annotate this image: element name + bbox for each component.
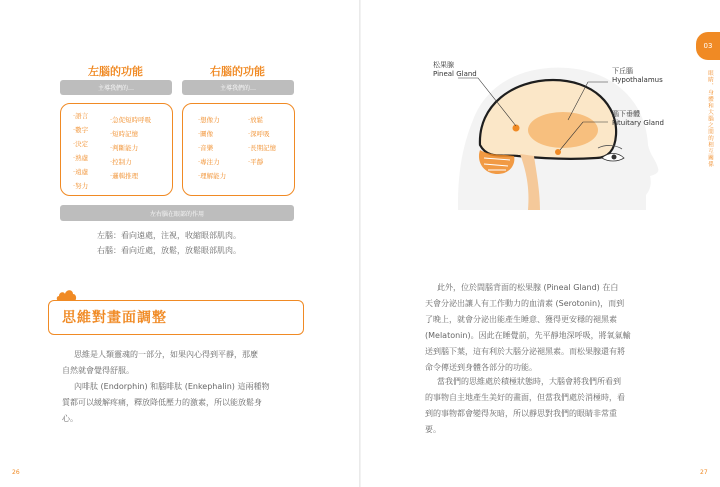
list-item: ‧決定 <box>73 140 89 148</box>
right-paragraph-1 <box>425 280 631 376</box>
right-p1-line-4: (Melatonin)。因此在睡覺前，先平靜地深呼吸，將氧氣輸 <box>425 331 631 340</box>
page-gutter <box>359 0 361 487</box>
eye-line-left: 左腦：看向遠處，注視，收縮眼部肌肉。 <box>97 231 241 240</box>
right-p1-line-5: 送到腦下葉，這有利於大腦分泌褪黑素。而松果腺還有將 <box>425 347 625 356</box>
eye-pupil <box>612 155 617 160</box>
page-number-right: 27 <box>700 469 708 476</box>
section-title: 思維對畫面調整 <box>62 310 167 326</box>
left-p2-line-1: 內啡肽 (Endorphin) 和腦啡肽 (Enkephalin) 這兩種物 <box>74 382 270 391</box>
right-p1-line-6: 命令傳送到身體各部分的功能。 <box>425 363 537 372</box>
pituitary-label <box>612 109 664 127</box>
hypothalamus-label <box>612 66 663 84</box>
right-brain-bar <box>182 80 294 95</box>
list-item: ‧努力 <box>73 182 89 190</box>
list-item: ‧控制力 <box>110 158 132 166</box>
eyes-function-bar-text: 左右腦在眼部的作用 <box>149 210 204 218</box>
left-p2-line-2: 質都可以緩解疼痛，釋放降低壓力的激素，所以能放鬆身 <box>62 398 262 407</box>
pineal-label-zh: 松果腺 <box>433 61 454 69</box>
pineal-label-en: Pineal Gland <box>433 70 477 78</box>
chapter-tab <box>696 32 720 60</box>
list-item: ‧熟慮 <box>73 154 89 162</box>
left-brain-bar-text: 主導我們的… <box>97 85 134 92</box>
left-p1-line-1: 思維是人類靈魂的一部分，如果內心得到平靜，那麼 <box>74 350 258 359</box>
list-item: ‧短時記憶 <box>110 130 139 138</box>
page-number-left: 26 <box>12 469 20 476</box>
left-paragraph-2 <box>62 379 269 427</box>
list-item: ‧理解能力 <box>198 172 227 180</box>
right-brain-title: 右腦的功能 <box>210 65 265 78</box>
list-item: ‧圖像 <box>198 130 214 138</box>
eye-line-right: 右腦：看向近處，放鬆，放鬆眼部肌肉。 <box>97 246 241 255</box>
list-item: ‧數字 <box>73 126 89 134</box>
list-item: ‧深呼吸 <box>248 130 270 138</box>
right-p1-line-2: 天會分泌出讓人有工作動力的血清素 (Serotonin)，而到 <box>425 299 625 308</box>
list-item: ‧平靜 <box>248 158 264 166</box>
list-item: ‧遠慮 <box>73 168 89 176</box>
pituitary-label-en: Pituitary Gland <box>612 119 664 127</box>
list-item: ‧急促短時呼吸 <box>110 116 152 124</box>
left-p1-line-2: 自然就會覺得舒服。 <box>62 366 134 375</box>
right-p2-line-4: 要。 <box>425 425 441 434</box>
right-paragraph-2 <box>425 374 625 438</box>
right-p1-line-1: 此外，位於間腦背面的松果腺 (Pineal Gland) 在白 <box>437 283 619 292</box>
list-item: ‧長期記憶 <box>248 144 277 152</box>
list-item: ‧判斷能力 <box>110 144 139 152</box>
chapter-vertical-title: 眼睛，身體和大腦之間的相互關係 <box>707 70 713 168</box>
chapter-tab-number: 03 <box>703 42 713 50</box>
right-p2-line-1: 當我們的思維處於積極狀態時，大腦會將我們所看到 <box>437 377 621 386</box>
list-item: ‧邏輯推理 <box>110 172 139 180</box>
left-brain-bar <box>60 80 172 95</box>
right-brain-bar-text: 主導我們的… <box>219 85 256 92</box>
pituitary-label-zh: 腦下垂體 <box>612 110 640 118</box>
left-brain-title: 左腦的功能 <box>88 65 143 78</box>
hypothalamus-area <box>528 112 598 148</box>
list-item: ‧音樂 <box>198 144 214 152</box>
right-p1-line-3: 了晚上，就會分泌出能產生睡意、獲得更安穩的褪黑素 <box>425 315 617 324</box>
pineal-label <box>433 60 477 78</box>
left-paragraph-1 <box>62 347 258 379</box>
list-item: ‧專注力 <box>198 158 220 166</box>
left-p2-line-3: 心。 <box>62 414 78 423</box>
hypothalamus-label-en: Hypothalamus <box>612 76 663 84</box>
right-p2-line-3: 到的事物都會變得灰暗，所以靜思對我們的眼睛非常重 <box>425 409 617 418</box>
list-item: ‧想像力 <box>198 116 220 124</box>
hypothalamus-label-zh: 下丘腦 <box>612 67 633 75</box>
right-p2-line-2: 的事物自主地產生美好的畫面，但當我們處於消極時，看 <box>425 393 625 402</box>
list-item: ‧語言 <box>73 112 89 120</box>
eyes-function-bar <box>60 205 294 221</box>
list-item: ‧放鬆 <box>248 116 264 124</box>
